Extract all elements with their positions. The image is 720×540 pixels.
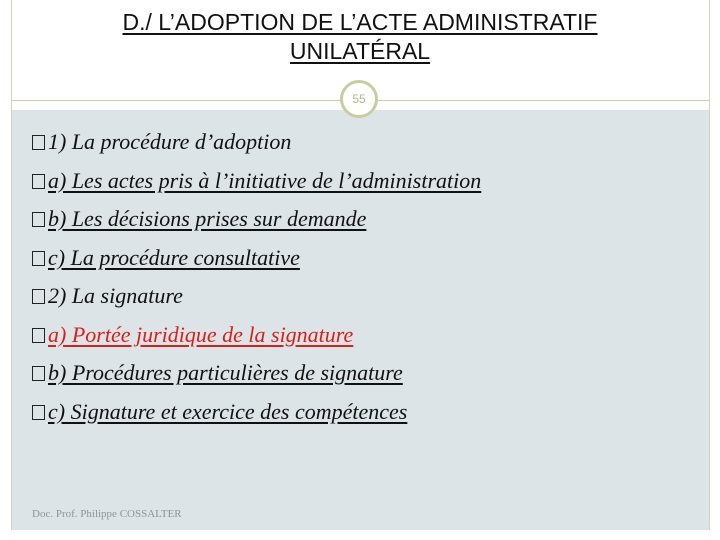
bullet-box-icon	[32, 174, 45, 189]
item-text: b) Procédures particulières de signature	[48, 360, 403, 385]
item-text: a) Portée juridique de la signature	[48, 321, 354, 347]
bullet-box-icon	[32, 328, 45, 343]
item-text: c) Signature et exercice des compétences	[48, 398, 408, 424]
slide-title	[0, 8, 720, 66]
title-line-2: UNILATÉRAL	[289, 38, 431, 64]
bullet-box-icon	[32, 405, 45, 420]
outline-item	[32, 163, 481, 202]
outline-item	[32, 240, 481, 279]
outline-item	[32, 278, 481, 317]
outline-item	[32, 201, 481, 240]
item-text: 1) La procédure d’adoption	[48, 129, 292, 154]
outline-item-highlighted	[32, 317, 481, 356]
outline-item	[32, 394, 481, 433]
item-text: c) La procédure consultative	[48, 244, 300, 270]
footer-bar	[12, 494, 709, 530]
slide-number-badge: 55	[340, 80, 378, 118]
item-text: b) Les décisions prises sur demande	[48, 206, 367, 231]
footer-credit: Doc. Prof. Philippe COSSALTER	[32, 508, 182, 520]
item-text: a) Les actes pris à l’initiative de l’administration	[48, 167, 482, 193]
outline-list	[32, 124, 481, 432]
outline-item	[32, 355, 481, 394]
outline-item	[32, 124, 481, 163]
title-line-1: D./ L’ADOPTION DE L’ACTE ADMINISTRATIF	[122, 9, 598, 35]
bullet-box-icon	[32, 251, 45, 266]
bullet-box-icon	[32, 212, 45, 227]
bullet-box-icon	[32, 289, 45, 304]
item-text: 2) La signature	[48, 283, 183, 308]
bullet-box-icon	[32, 366, 45, 381]
bullet-box-icon	[32, 135, 45, 150]
